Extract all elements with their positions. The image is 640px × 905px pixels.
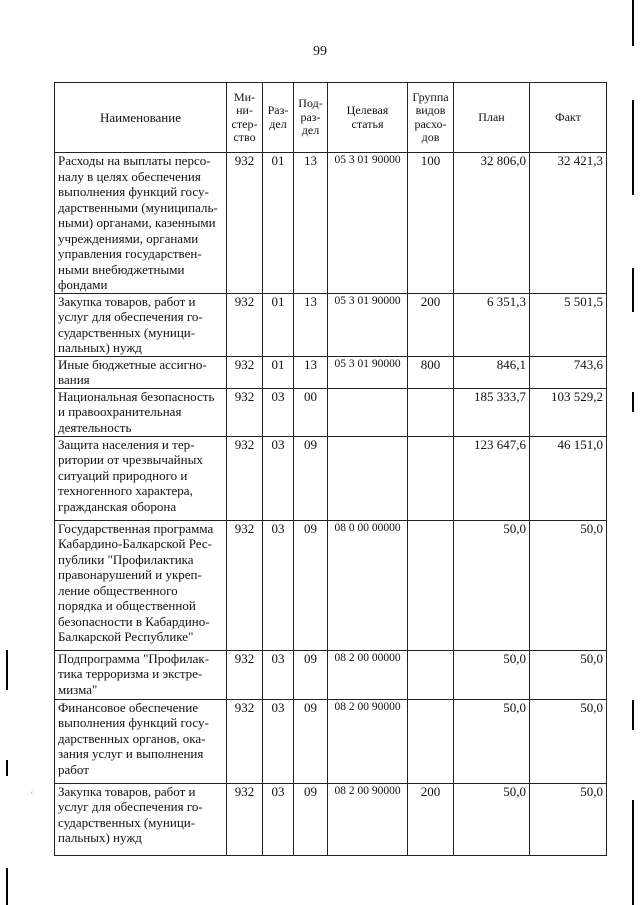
cell-plan: 6 351,3	[454, 293, 530, 356]
cell-name: Национальная безопасность и правоохранительная деятельность	[55, 388, 227, 436]
cell-fact: 50,0	[530, 650, 607, 699]
table-row	[55, 699, 607, 783]
scan-speck: ′	[31, 790, 33, 800]
table-row	[55, 783, 607, 855]
scan-margin-mark	[6, 760, 8, 776]
cell-plan: 50,0	[454, 699, 530, 783]
cell-target: 05 3 01 90000	[328, 293, 408, 356]
header-subsection-text: Под- раз- дел	[298, 96, 323, 138]
cell-fact: 50,0	[530, 699, 607, 783]
table-body	[55, 153, 607, 856]
table-row	[55, 650, 607, 699]
header-name: Наименование	[55, 83, 227, 153]
header-target-text: Целевая статья	[346, 103, 389, 131]
cell-group: 200	[408, 783, 454, 855]
cell-subsection: 13	[294, 356, 328, 388]
cell-subsection: 13	[294, 293, 328, 356]
header-fact: Факт	[530, 83, 607, 153]
cell-section: 01	[263, 293, 294, 356]
cell-section: 03	[263, 520, 294, 650]
cell-subsection: 13	[294, 153, 328, 294]
cell-plan: 32 806,0	[454, 153, 530, 294]
table-header-row	[55, 83, 607, 153]
cell-ministry: 932	[227, 356, 263, 388]
table-row	[55, 293, 607, 356]
cell-target: 05 3 01 90000	[328, 153, 408, 294]
cell-name: Закупка товаров, работ и услуг для обеспечения го- сударственных (муници- пальных) нужд	[55, 293, 227, 356]
cell-ministry: 932	[227, 436, 263, 520]
cell-plan: 50,0	[454, 650, 530, 699]
cell-target: 08 0 00 00000	[328, 520, 408, 650]
table-row	[55, 356, 607, 388]
scan-margin-mark	[632, 392, 634, 412]
cell-target	[328, 436, 408, 520]
cell-name: Закупка товаров, работ и услуг для обеспечения го- сударственных (муници- пальных) нужд	[55, 783, 227, 855]
scan-margin-mark	[632, 700, 634, 730]
cell-fact: 50,0	[530, 783, 607, 855]
cell-plan: 50,0	[454, 783, 530, 855]
cell-plan: 185 333,7	[454, 388, 530, 436]
cell-subsection: 09	[294, 650, 328, 699]
cell-plan: 123 647,6	[454, 436, 530, 520]
cell-fact: 50,0	[530, 520, 607, 650]
cell-group	[408, 699, 454, 783]
cell-section: 03	[263, 783, 294, 855]
cell-ministry: 932	[227, 650, 263, 699]
cell-target: 08 2 00 90000	[328, 699, 408, 783]
scan-margin-mark	[632, 800, 634, 905]
cell-group: 800	[408, 356, 454, 388]
cell-name: Финансовое обеспечение выполнения функций госу- дарственных органов, ока- зания услуг и выполнения работ	[55, 699, 227, 783]
cell-fact: 103 529,2	[530, 388, 607, 436]
cell-ministry: 932	[227, 153, 263, 294]
scan-margin-mark	[632, 0, 634, 46]
header-group	[408, 83, 454, 153]
cell-ministry: 932	[227, 699, 263, 783]
cell-group	[408, 436, 454, 520]
cell-name: Государственная программа Кабардино-Балкарской Рес- публики "Профилактика правонарушений и укреп- ление общественного порядка и общественной безопасности в Кабардино- Балкарской Республике"	[55, 520, 227, 650]
cell-group: 100	[408, 153, 454, 294]
cell-group: 200	[408, 293, 454, 356]
cell-ministry: 932	[227, 388, 263, 436]
scan-margin-mark	[632, 268, 634, 312]
scan-margin-mark	[6, 650, 8, 690]
table-row	[55, 153, 607, 294]
cell-ministry: 932	[227, 293, 263, 356]
cell-name: Иные бюджетные ассигно- вания	[55, 356, 227, 388]
cell-subsection: 09	[294, 783, 328, 855]
cell-section: 03	[263, 650, 294, 699]
cell-section: 03	[263, 699, 294, 783]
cell-name: Защита населения и тер- ритории от чрезвычайных ситуаций природного и техногенного характера, гражданская оборона	[55, 436, 227, 520]
cell-group	[408, 388, 454, 436]
page-number: 99	[313, 44, 327, 59]
cell-fact: 46 151,0	[530, 436, 607, 520]
cell-fact: 32 421,3	[530, 153, 607, 294]
cell-subsection: 00	[294, 388, 328, 436]
cell-target: 05 3 01 90000	[328, 356, 408, 388]
table-row	[55, 520, 607, 650]
header-plan: План	[454, 83, 530, 153]
header-group-text: Группа видов расхо- дов	[412, 89, 449, 144]
cell-target: 08 2 00 90000	[328, 783, 408, 855]
cell-target	[328, 388, 408, 436]
header-section	[263, 83, 294, 153]
cell-plan: 50,0	[454, 520, 530, 650]
cell-section: 01	[263, 356, 294, 388]
header-ministry	[227, 83, 263, 153]
cell-subsection: 09	[294, 699, 328, 783]
cell-fact: 743,6	[530, 356, 607, 388]
cell-plan: 846,1	[454, 356, 530, 388]
budget-table	[54, 82, 607, 856]
header-subsection	[294, 83, 328, 153]
scan-margin-mark	[632, 100, 634, 195]
header-section-text: Раз- дел	[267, 103, 289, 131]
header-ministry-text: Ми- ни- стер- ство	[231, 89, 258, 144]
header-target	[328, 83, 408, 153]
table-row	[55, 388, 607, 436]
cell-subsection: 09	[294, 436, 328, 520]
scan-margin-mark	[6, 868, 8, 905]
cell-group	[408, 650, 454, 699]
cell-section: 03	[263, 388, 294, 436]
cell-name: Расходы на выплаты персо- налу в целях обеспечения выполнения функций госу- дарственными (муниципаль- ными) органами, казенными учреждениями, органами управления государствен- ными внебюджетными фондами	[55, 153, 227, 294]
cell-section: 01	[263, 153, 294, 294]
cell-section: 03	[263, 436, 294, 520]
cell-fact: 5 501,5	[530, 293, 607, 356]
cell-target: 08 2 00 00000	[328, 650, 408, 699]
table-row	[55, 436, 607, 520]
cell-name: Подпрограмма "Профилак- тика терроризма и экстре- мизма"	[55, 650, 227, 699]
cell-ministry: 932	[227, 783, 263, 855]
cell-ministry: 932	[227, 520, 263, 650]
cell-subsection: 09	[294, 520, 328, 650]
cell-group	[408, 520, 454, 650]
